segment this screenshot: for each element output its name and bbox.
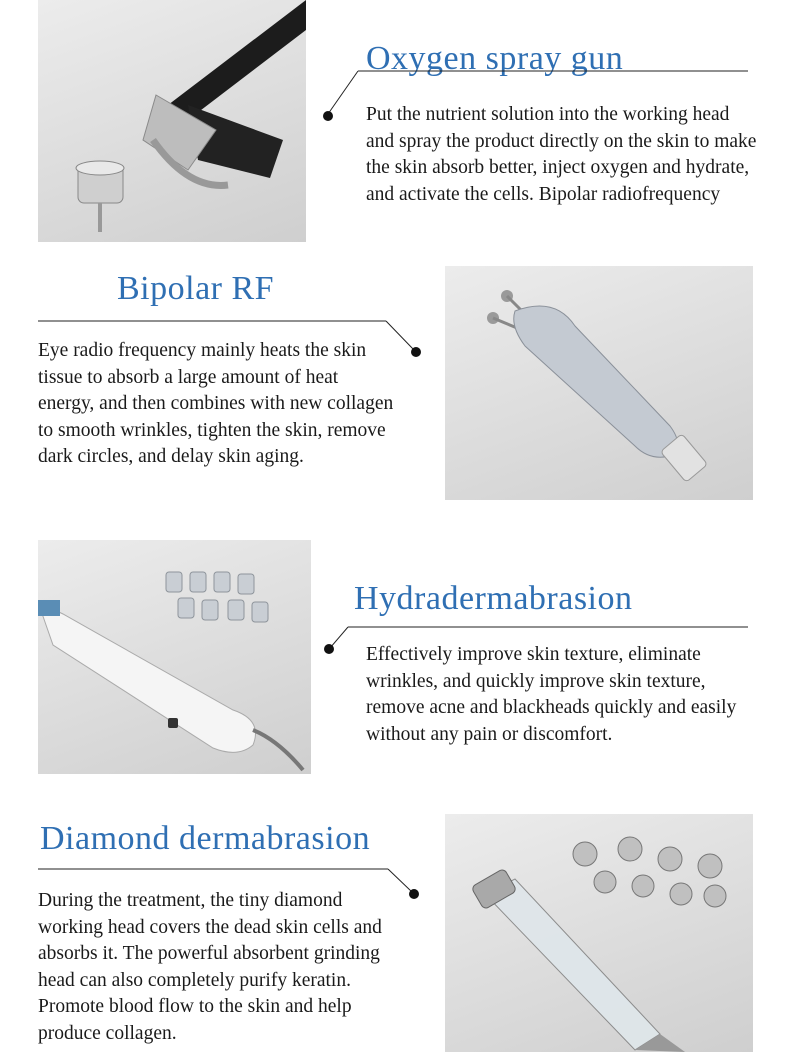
hydradermabrasion-handle-photo — [38, 540, 311, 774]
oxygen-spray-gun-photo — [38, 0, 306, 242]
section-title: Oxygen spray gun — [366, 40, 624, 77]
section-title: Hydradermabrasion — [354, 580, 633, 617]
section-hydradermabrasion — [0, 540, 800, 780]
section-bipolar-rf — [0, 258, 800, 508]
section-title: Diamond dermabrasion — [40, 820, 371, 857]
section-description: During the treatment, the tiny diamond working head covers the dead skin cells and absorbs it. The powerful absorbent grinding head can also completely purify keratin. Promote blood flow to the skin and help produce collagen. — [38, 890, 382, 1044]
section-diamond-dermabrasion — [0, 808, 800, 1056]
section-description: Effectively improve skin texture, eliminate wrinkles, and quickly improve skin texture, remove acne and blackheads quickly and easily without any pain or discomfort. — [366, 644, 737, 745]
section-description: Put the nutrient solution into the working head and spray the product directly on the skin to make the skin absorb better, inject oxygen and hydrate, and activate the cells. Bipolar radiofrequency — [366, 104, 757, 205]
section-title: Bipolar RF — [117, 270, 275, 307]
section-description: Eye radio frequency mainly heats the skin tissue to absorb a large amount of heat energy, and then combines with new collagen to smooth wrinkles, tighten the skin, remove dark circles, and delay skin aging. — [38, 340, 394, 467]
bipolar-rf-probe-photo — [445, 266, 753, 500]
diamond-dermabrasion-wand-photo — [445, 814, 753, 1052]
section-oxygen-spray-gun — [0, 0, 800, 250]
